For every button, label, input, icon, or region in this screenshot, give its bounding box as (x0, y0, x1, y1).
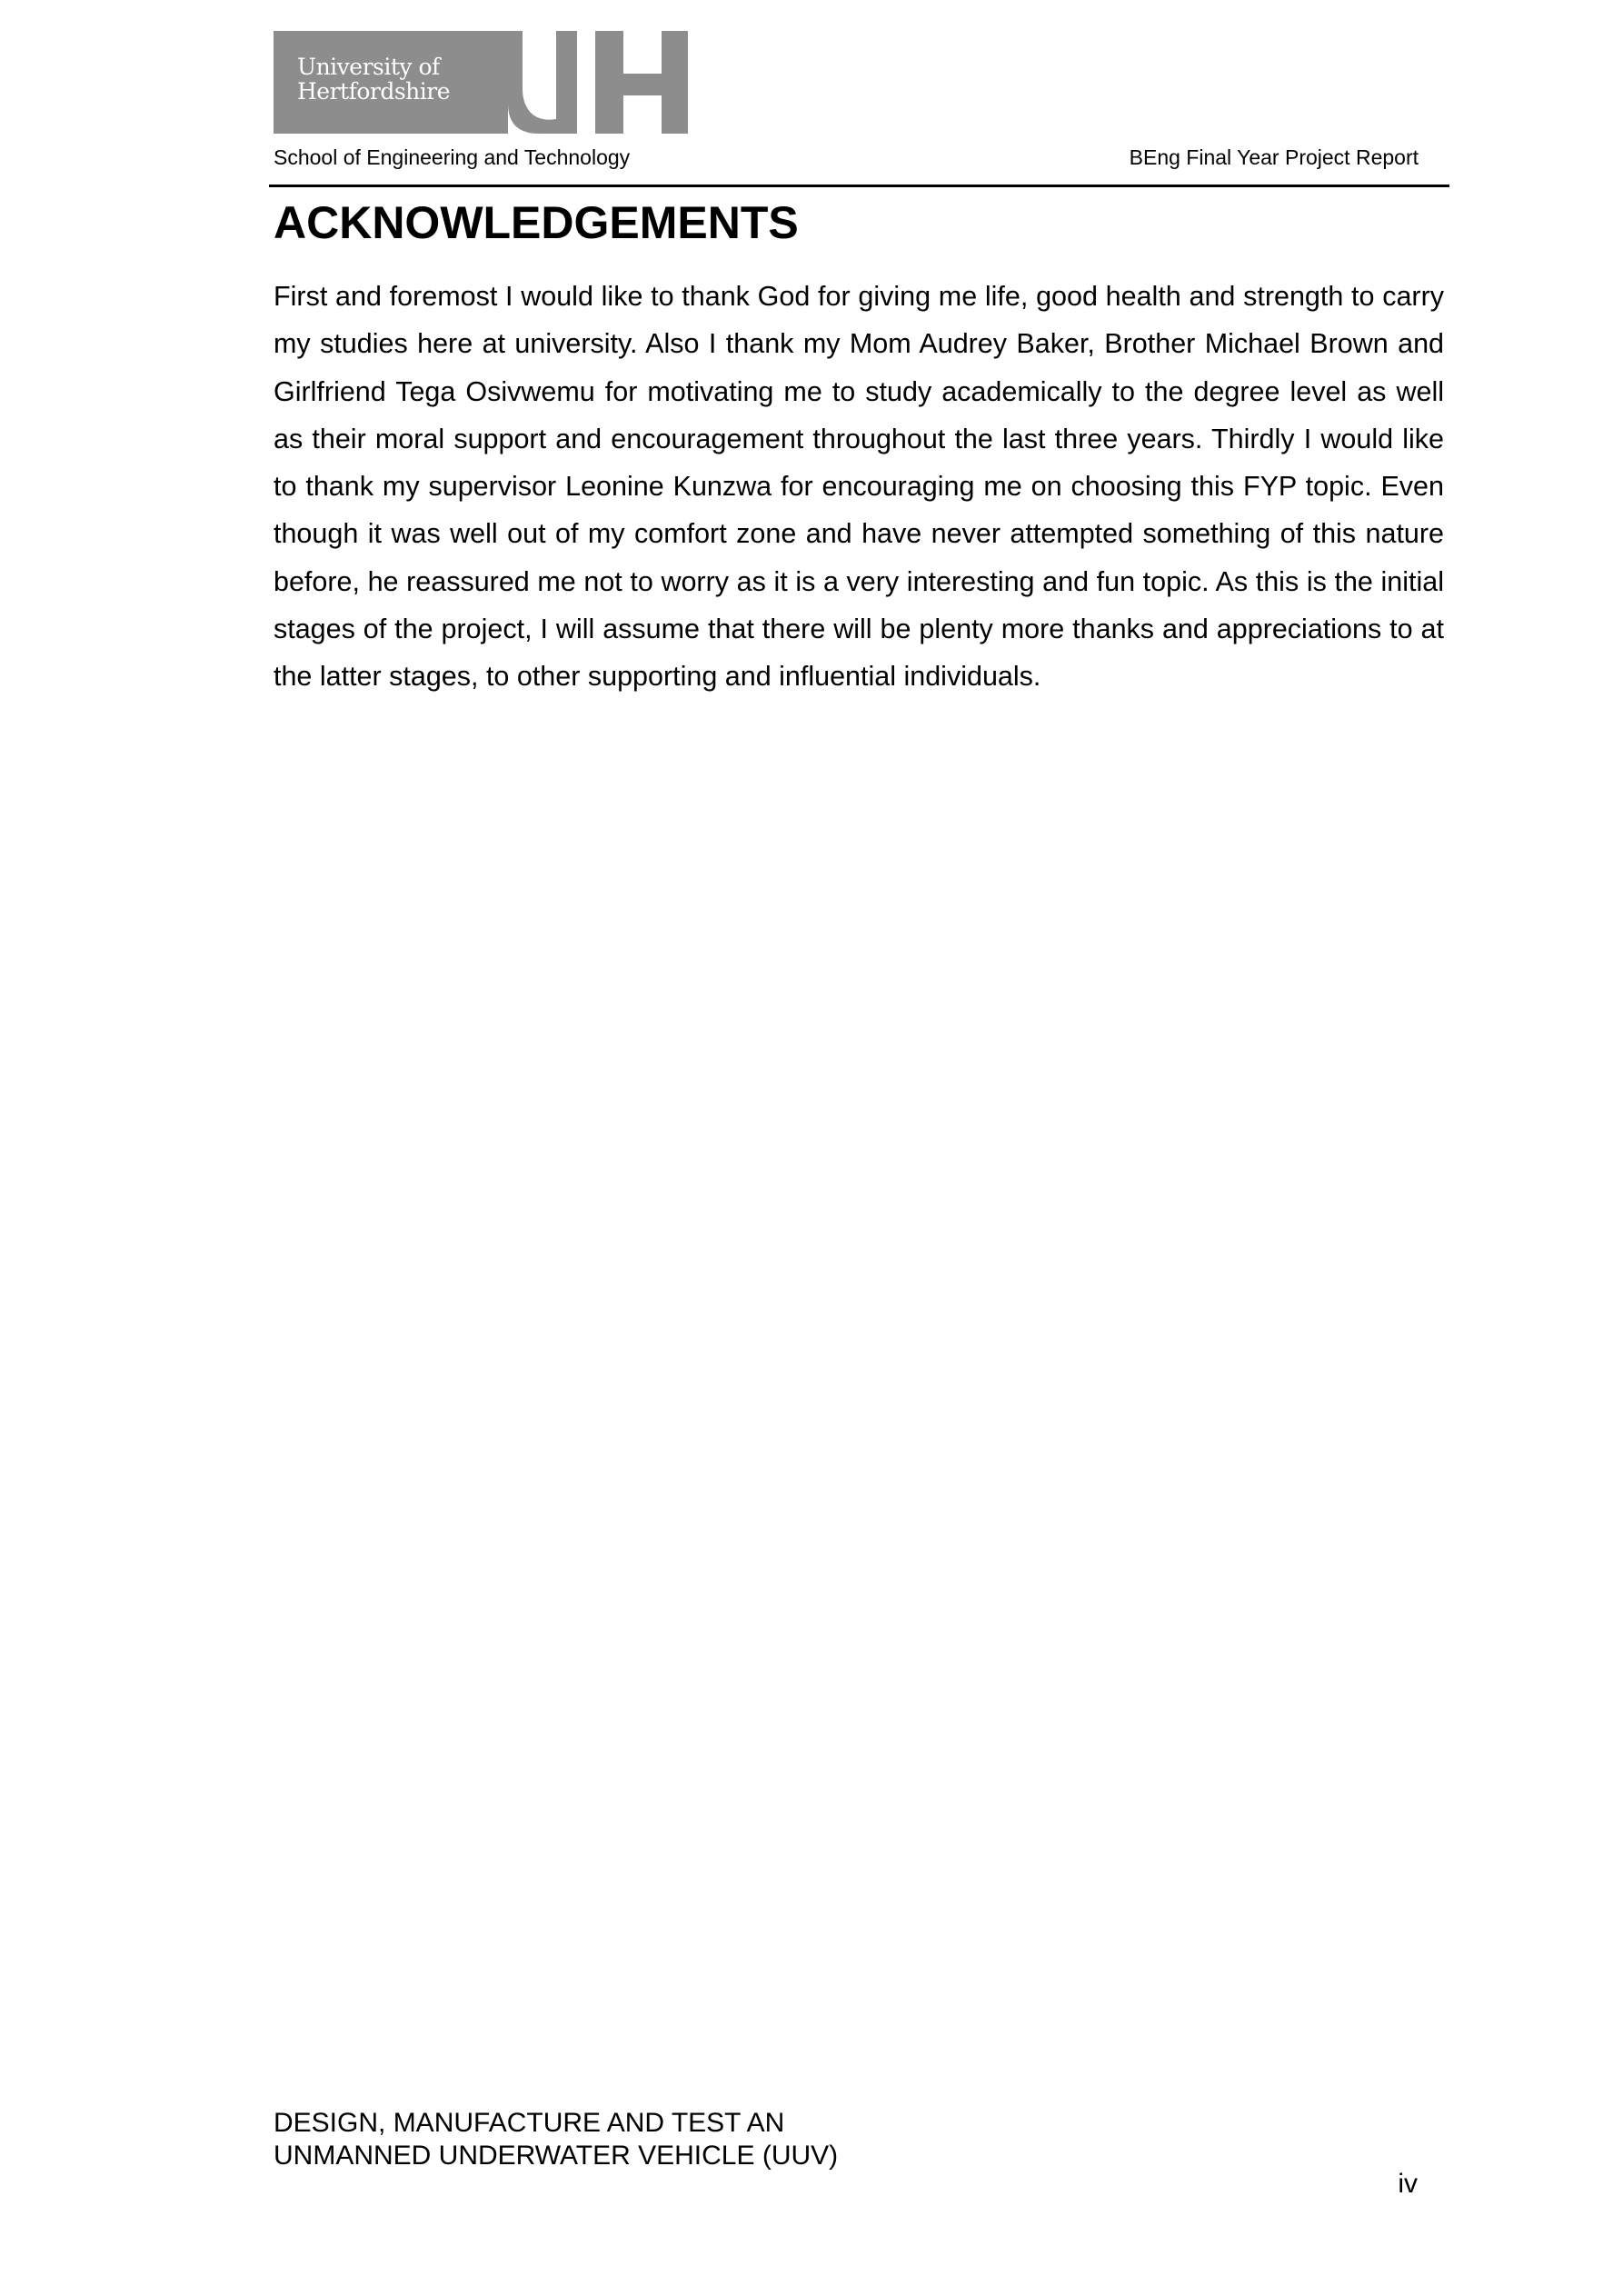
header-report-type: BEng Final Year Project Report (1129, 145, 1419, 169)
header-school: School of Engineering and Technology (274, 145, 631, 169)
header-divider (269, 185, 1449, 187)
page-heading: ACKNOWLEDGEMENTS (274, 197, 799, 248)
acknowledgements-paragraph: First and foremost I would like to thank God for giving me life, good health and strength to carry my studies here at university. Also I thank my Mom Audrey Baker, Brother Michael Brown and Girlfriend Tega Osivwemu for motivating me to study academically to the degree level as well as their moral support and encouragement throughout the last three years. Thirdly I would like to thank my supervisor Leonine Kunzwa for encouraging me on choosing this FYP topic. Even though it was well out of my comfort zone and have never attempted something of this nature before, he reassured me not to worry as it is a very interesting and fun topic. As this is the initial stages of the project, I will assume that there will be plenty more thanks and appreciations to at the latter stages, to other supporting and influential individuals. (274, 281, 1444, 693)
logo-wordmark (297, 55, 461, 104)
footer-title-line-2: UNMANNED UNDERWATER VEHICLE (UUV) (274, 2141, 839, 2171)
logo-line-2: Hertfordshire (297, 78, 451, 105)
page-number: iv (1398, 2169, 1418, 2199)
university-logo (274, 31, 688, 134)
footer-title-line-1: DESIGN, MANUFACTURE AND TEST AN (274, 2108, 785, 2138)
logo-line-1: University of (297, 54, 440, 80)
footer-report-title (274, 2107, 838, 2172)
